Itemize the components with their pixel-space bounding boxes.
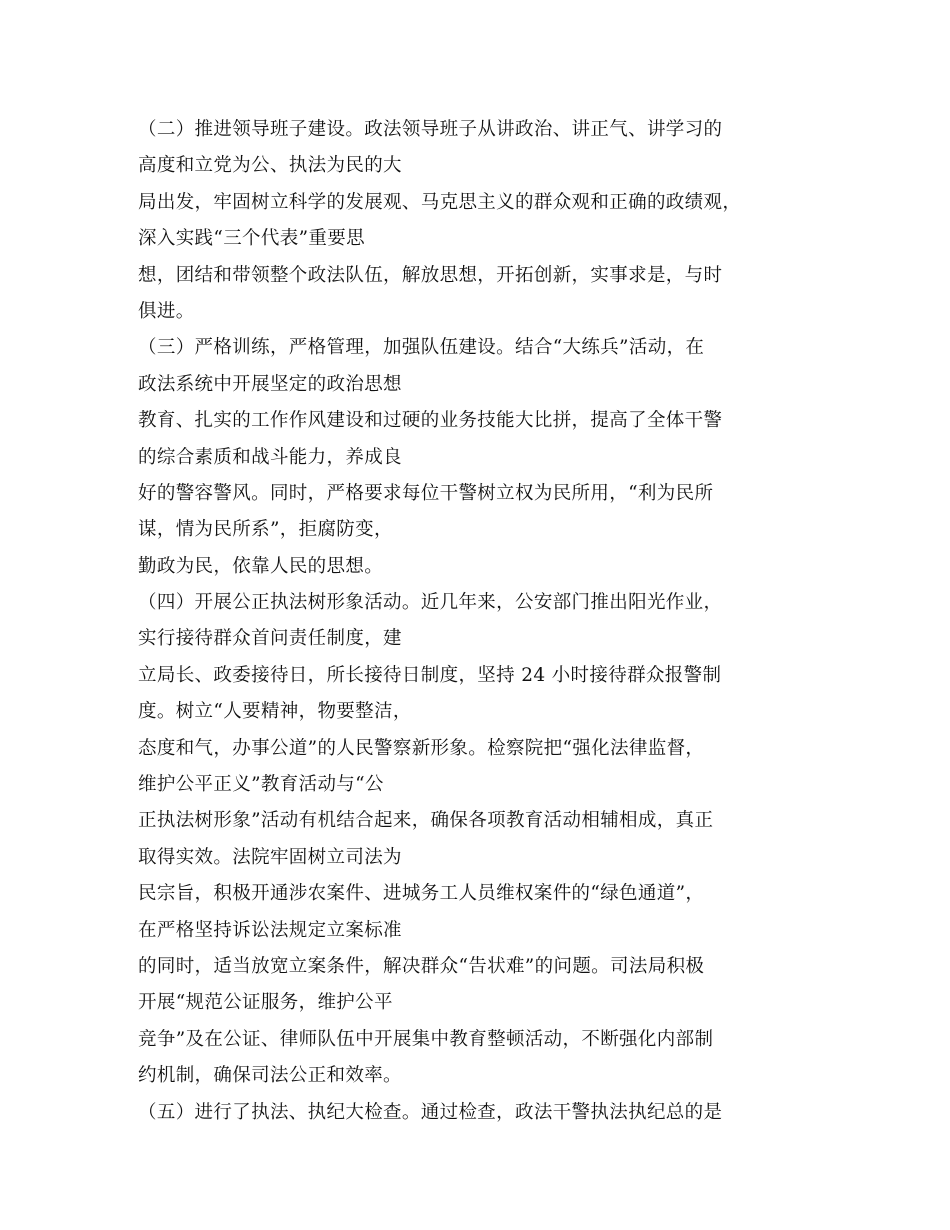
text-line: 约机制，确保司法公正和效率。	[138, 1065, 402, 1087]
text-line: 局出发，牢固树立科学的发展观、马克思主义的群众观和正确的政绩观，	[138, 191, 742, 213]
text-line: （五）进行了执法、执纪大检查。通过检查，政法干警执法执纪总的是	[138, 1101, 723, 1123]
text-line: 教育、扎实的工作作风建设和过硬的业务技能大比拼，提高了全体干警	[138, 410, 723, 432]
text-line: 的同时，适当放宽立案条件，解决群众“告状难”的问题。司法局积极	[138, 955, 705, 977]
text-line: 立局长、政委接待日，所长接待日制度，坚持 24 小时接待群众报警制	[138, 664, 722, 686]
text-line: 维护公平正义”教育活动与“公	[138, 774, 384, 796]
text-line: 俱进。	[138, 300, 195, 322]
text-line: 深入实践“三个代表”重要思	[138, 228, 365, 250]
text-line: 在严格坚持诉讼法规定立案标准	[138, 919, 402, 941]
text-line: （三）严格训练，严格管理，加强队伍建设。结合“大练兵”活动，在	[138, 337, 705, 359]
text-line: 实行接待群众首问责任制度，建	[138, 628, 402, 650]
text-line: 的综合素质和战斗能力，养成良	[138, 446, 402, 468]
text-line: 勤政为民，依靠人民的思想。	[138, 555, 384, 577]
document-body-text	[138, 112, 828, 1131]
text-line: 想，团结和带领整个政法队伍，解放思想，开拓创新，实事求是，与时	[138, 264, 723, 286]
text-line: （二）推进领导班子建设。政法领导班子从讲政治、讲正气、讲学习的	[138, 119, 723, 140]
text-line: （四）开展公正执法树形象活动。近几年来，公安部门推出阳光作业，	[138, 592, 723, 614]
text-line: 态度和气，办事公道”的人民警察新形象。检察院把“强化法律监督，	[138, 737, 705, 759]
text-line: 谋，情为民所系”，拒腐防变，	[138, 519, 393, 541]
text-line: 高度和立党为公、执法为民的大	[138, 155, 402, 177]
text-line: 正执法树形象”活动有机结合起来，确保各项教育活动相辅相成，真正	[138, 810, 714, 832]
text-line: 度。树立“人要精神，物要整洁，	[138, 701, 412, 723]
text-line: 开展“规范公证服务，维护公平	[138, 992, 393, 1014]
text-line: 取得实效。法院牢固树立司法为	[138, 846, 402, 868]
text-line: 政法系统中开展坚定的政治思想	[138, 373, 402, 395]
text-line: 好的警容警风。同时，严格要求每位干警树立权为民所用，“利为民所	[138, 482, 714, 504]
text-line: 竞争”及在公证、律师队伍中开展集中教育整顿活动，不断强化内部制	[138, 1028, 714, 1050]
text-line: 民宗旨，积极开通涉农案件、进城务工人员维权案件的“绿色通道”，	[138, 883, 705, 905]
